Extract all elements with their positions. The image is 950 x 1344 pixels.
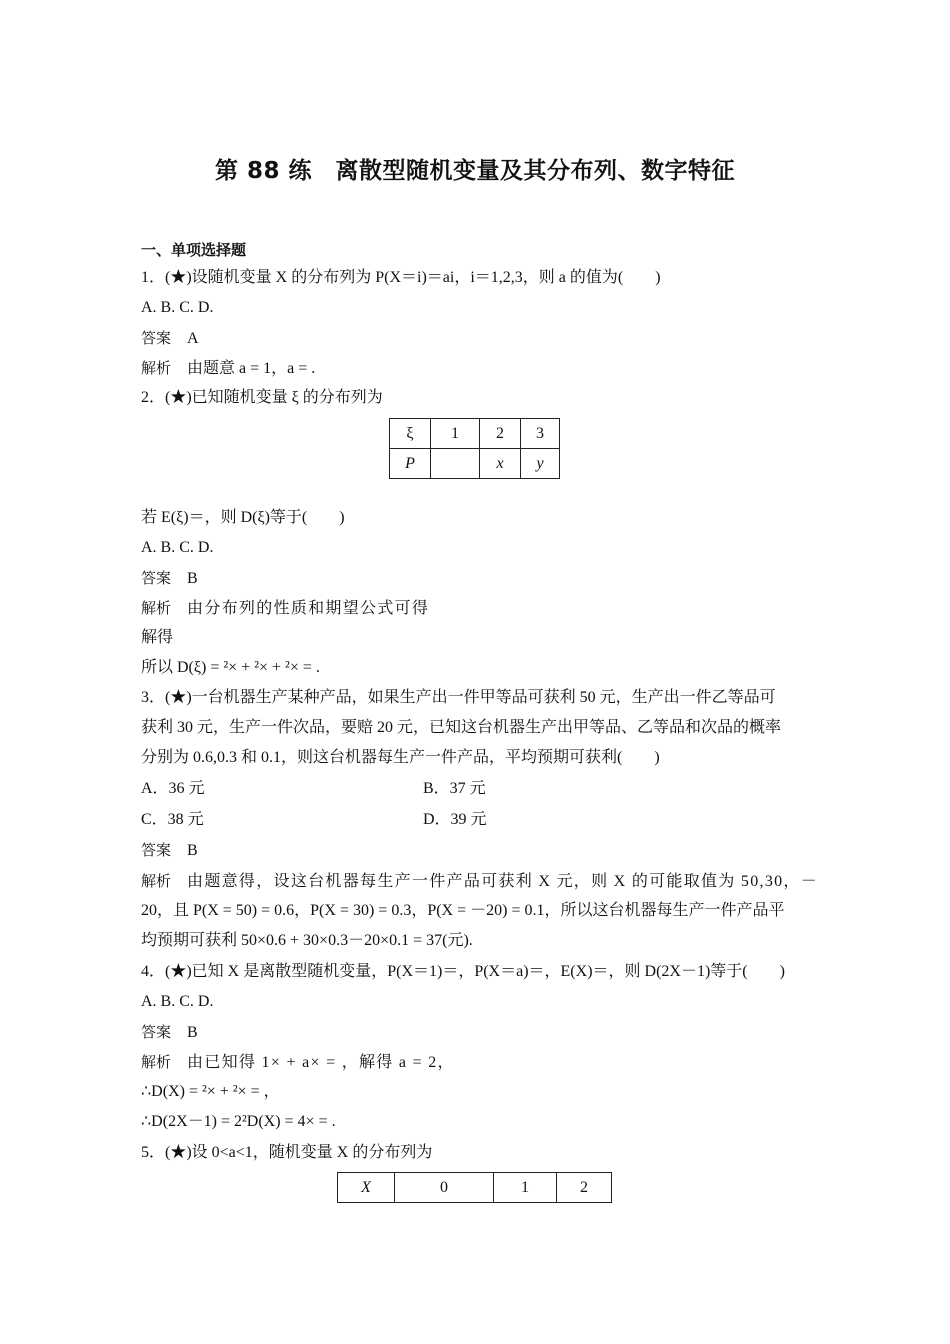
table-cell: 2 bbox=[480, 419, 521, 449]
q2-solve: 解得 bbox=[141, 629, 174, 646]
q4-options: A. B. C. D. bbox=[141, 993, 214, 1010]
q3-option-b: B．37 元 bbox=[423, 780, 486, 797]
q3-option-a: A．36 元 bbox=[141, 780, 205, 797]
question-3-line-1: 3．(★)一台机器生产某种产品，如果生产出一件甲等品可获利 50 元，生产出一件乙等品可 bbox=[141, 689, 776, 706]
q3-option-d: D．39 元 bbox=[423, 811, 487, 828]
table-row bbox=[338, 1173, 612, 1203]
analysis-label: 解析 bbox=[141, 1053, 172, 1071]
question-5: 5．(★)设 0<a<1，随机变量 X 的分布列为 bbox=[141, 1144, 433, 1161]
analysis-label: 解析 bbox=[141, 599, 172, 617]
table-row bbox=[390, 419, 560, 449]
table-cell: ξ bbox=[390, 419, 431, 449]
question-2: 2．(★)已知随机变量 ξ 的分布列为 bbox=[141, 389, 383, 406]
q2-condition: 若 E(ξ)＝，则 D(ξ)等于( ) bbox=[141, 509, 345, 526]
q4-analysis-text: 由已知得 1× + a× = ，解得 a = 2， bbox=[187, 1054, 455, 1071]
q2-result: 所以 D(ξ) = ²× + ²× + ²× = . bbox=[141, 659, 320, 676]
table-cell bbox=[390, 449, 431, 479]
question-3-line-3: 分别为 0.6,0.3 和 0.1，则这台机器每生产一件产品，平均预期可获利( ) bbox=[141, 749, 660, 766]
table-cell bbox=[480, 449, 521, 479]
q4-step-2: ∴D(2X－1) = 2²D(X) = 4× = . bbox=[141, 1113, 336, 1130]
q2-answer-value: B bbox=[187, 570, 198, 587]
table-cell: 3 bbox=[521, 419, 560, 449]
table-row bbox=[390, 449, 560, 479]
q3-answer-value: B bbox=[187, 842, 198, 859]
q1-answer bbox=[141, 328, 199, 349]
q2-analysis bbox=[141, 598, 429, 619]
q5-distribution-table bbox=[337, 1172, 612, 1203]
question-3-line-2: 获利 30 元，生产一件次品，要赔 20 元，已知这台机器生产出甲等品、乙等品和次品的概率 bbox=[141, 719, 782, 736]
q3-answer bbox=[141, 840, 198, 861]
cell-text: y bbox=[536, 454, 544, 472]
q2-analysis-text: 由分布列的性质和期望公式可得 bbox=[187, 600, 430, 617]
cell-text: x bbox=[496, 454, 504, 472]
q3-option-c: C．38 元 bbox=[141, 811, 204, 828]
q4-answer bbox=[141, 1022, 198, 1043]
q4-analysis bbox=[141, 1052, 455, 1073]
q2-options: A. B. C. D. bbox=[141, 539, 214, 556]
answer-label: 答案 bbox=[141, 841, 172, 859]
section-heading: 一、单项选择题 bbox=[141, 241, 247, 259]
page-title: 第 88 练 离散型随机变量及其分布列、数字特征 bbox=[214, 158, 736, 184]
q1-analysis bbox=[141, 358, 315, 379]
analysis-label: 解析 bbox=[141, 359, 172, 377]
table-cell bbox=[431, 449, 480, 479]
q2-answer bbox=[141, 568, 198, 589]
table-cell bbox=[521, 449, 560, 479]
q1-analysis-text: 由题意 a = 1，a = . bbox=[187, 360, 316, 377]
cell-text: P bbox=[405, 454, 415, 472]
q1-options: A. B. C. D. bbox=[141, 299, 214, 316]
cell-text: X bbox=[361, 1178, 371, 1196]
table-cell: 1 bbox=[431, 419, 480, 449]
q3-analysis-line-1: 由题意得，设这台机器每生产一件产品可获利 X 元，则 X 的可能取值为 50,30，－ bbox=[187, 873, 819, 890]
q2-distribution-table bbox=[389, 418, 560, 479]
answer-label: 答案 bbox=[141, 329, 172, 347]
answer-label: 答案 bbox=[141, 569, 172, 587]
q3-analysis-line-3: 均预期可获利 50×0.6 + 30×0.3－20×0.1 = 37(元). bbox=[141, 932, 473, 949]
answer-label: 答案 bbox=[141, 1023, 172, 1041]
table-cell: 2 bbox=[557, 1173, 612, 1203]
q3-analysis-line-2: 20，且 P(X = 50) = 0.6，P(X = 30) = 0.3，P(X = －20) = 0.1，所以这台机器每生产一件产品平 bbox=[141, 902, 785, 919]
q3-analysis bbox=[141, 871, 818, 892]
table-cell: 0 bbox=[395, 1173, 494, 1203]
question-4: 4．(★)已知 X 是离散型随机变量，P(X＝1)＝，P(X＝a)＝，E(X)＝，则 D(2X－1)等于( ) bbox=[141, 963, 785, 980]
analysis-label: 解析 bbox=[141, 872, 172, 890]
q1-answer-value: A bbox=[187, 330, 199, 347]
q4-step-1: ∴D(X) = ²× + ²× = ， bbox=[141, 1083, 280, 1100]
question-1: 1．(★)设随机变量 X 的分布列为 P(X＝i)＝ai，i＝1,2,3，则 a 的值为( ) bbox=[141, 269, 661, 286]
q4-answer-value: B bbox=[187, 1024, 198, 1041]
table-cell: 1 bbox=[494, 1173, 557, 1203]
table-cell bbox=[338, 1173, 395, 1203]
